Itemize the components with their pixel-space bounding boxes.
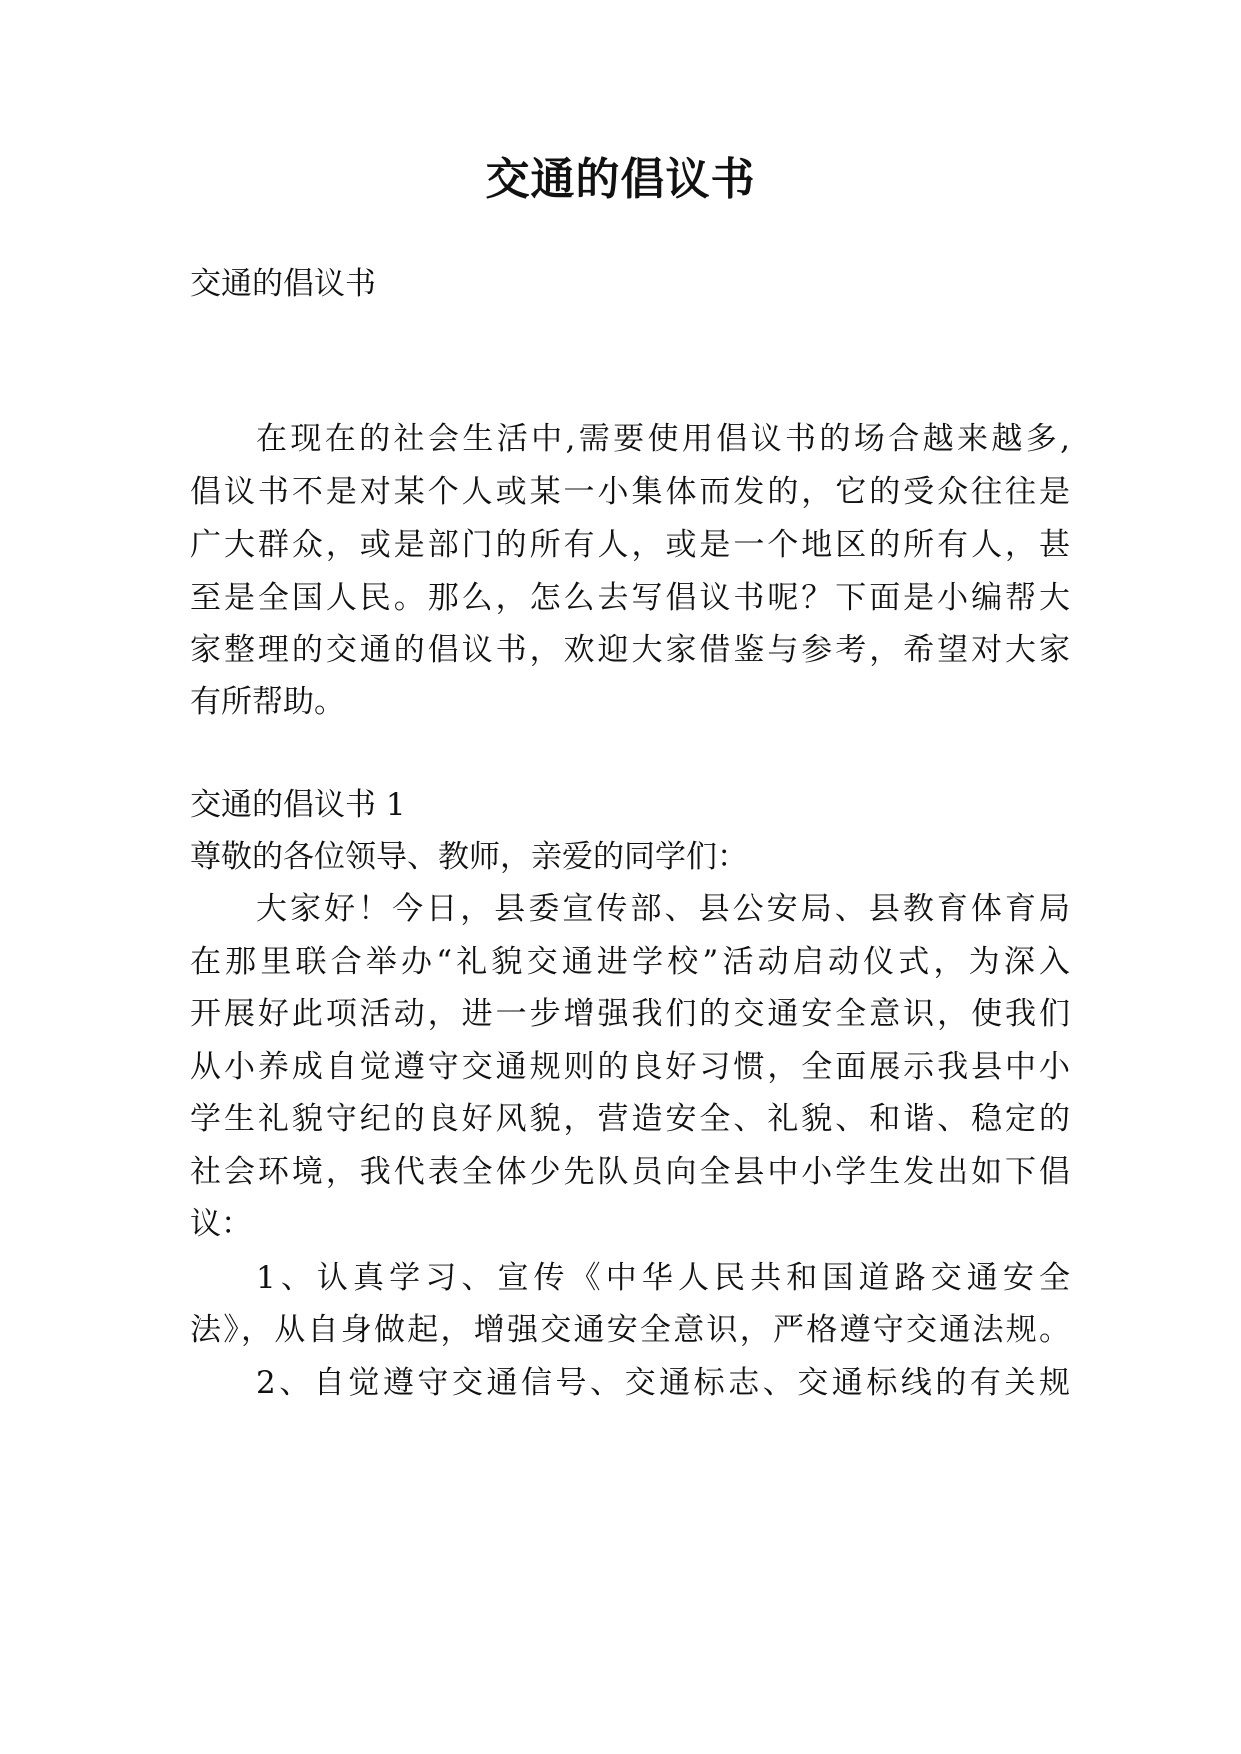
document-title: 交通的倡议书: [485, 154, 756, 205]
list-item-line: 法》，从自身做起，增强交通安全意识，严格遵守交通法规。: [190, 1312, 1070, 1348]
body-line: 学生礼貌守纪的良好风貌，营造安全、礼貌、和谐、稳定的: [190, 1101, 1070, 1137]
body-line: 开展好此项活动，进一步增强我们的交通安全意识，使我们: [190, 996, 1070, 1032]
list-item-line: 2、自觉遵守交通信号、交通标志、交通标线的有关规: [256, 1365, 1070, 1401]
intro-line: 广大群众，或是部门的所有人，或是一个地区的所有人，甚: [190, 527, 1070, 563]
list-item-line: 1、认真学习、宣传《中华人民共和国道路交通安全: [256, 1260, 1070, 1296]
intro-line: 有所帮助。: [190, 684, 345, 720]
section-heading: 交通的倡议书 1: [190, 787, 406, 823]
salutation: 尊敬的各位领导、教师，亲爱的同学们：: [190, 839, 748, 875]
body-line: 从小养成自觉遵守交通规则的良好习惯，全面展示我县中小: [190, 1049, 1070, 1085]
intro-line: 倡议书不是对某个人或某一小集体而发的，它的受众往往是: [190, 474, 1070, 510]
intro-line: 在现在的社会生活中,需要使用倡议书的场合越来越多,: [256, 421, 1070, 457]
intro-line: 至是全国人民。那么，怎么去写倡议书呢？下面是小编帮大: [190, 580, 1070, 616]
body-line: 议：: [190, 1206, 252, 1242]
intro-line: 家整理的交通的倡议书，欢迎大家借鉴与参考，希望对大家: [190, 632, 1070, 668]
body-line: 大家好！今日，县委宣传部、县公安局、县教育体育局: [256, 891, 1070, 927]
document-subtitle: 交通的倡议书: [190, 266, 376, 302]
body-line: 在那里联合举办“礼貌交通进学校”活动启动仪式，为深入: [190, 944, 1070, 980]
body-line: 社会环境，我代表全体少先队员向全县中小学生发出如下倡: [190, 1154, 1070, 1190]
